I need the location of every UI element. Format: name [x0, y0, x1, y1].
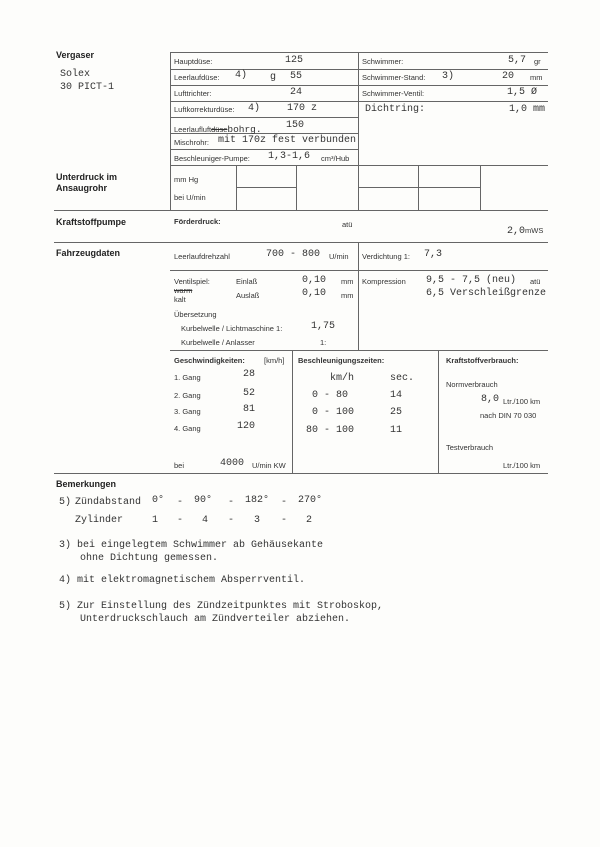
remark-5-line-2: Unterdruckschlauch am Zündverteiler abziehen.: [80, 614, 351, 625]
note-luftkorrektur: 4): [248, 103, 261, 114]
label-verdichtung: Verdichtung 1:: [362, 252, 410, 261]
firing-1: 0°: [152, 495, 165, 506]
value-auslass: 0,10: [302, 288, 327, 299]
unit-beschleuniger: cm³/Hub: [321, 154, 350, 163]
accel-col-kmh: km/h: [330, 373, 355, 384]
rule: [170, 165, 548, 166]
label-leerlaufluft-strike: düse: [211, 125, 228, 134]
label-hauptduese: Hauptdüse:: [174, 57, 213, 66]
label-schwimmer-ventil: Schwimmer-Ventil:: [362, 89, 425, 98]
speed-value-4: 120: [237, 421, 256, 432]
label-zylinder: Zylinder: [75, 515, 124, 526]
label-leerlaufdrehzahl: Leerlaufdrehzahl: [174, 252, 230, 261]
label-warm: warm: [174, 286, 193, 295]
label-kalt: kalt: [174, 295, 186, 304]
section-unterdruck: Unterdruck im Ansaugrohr: [56, 172, 118, 193]
rule: [296, 165, 297, 210]
firing-dash-2: -: [228, 497, 235, 508]
cyl-4: 2: [306, 515, 313, 526]
remark-3-line-1: 3) bei eingelegtem Schwimmer ab Gehäusekante: [59, 540, 324, 551]
label-kurbelwelle-anlasser: Kurbelwelle / Anlasser: [181, 338, 255, 347]
unit-schwimmer: gr: [534, 57, 541, 66]
value-leerlaufluft: 150: [286, 120, 305, 131]
value-foerderdruck-number: 2,0: [507, 226, 526, 237]
section-bemerkungen: Bemerkungen: [56, 479, 117, 489]
unit-testverbrauch: Ltr./100 km: [503, 461, 541, 470]
label-schwimmer-stand: Schwimmer-Stand:: [362, 73, 426, 82]
value-normverbrauch: 8,0: [481, 394, 500, 405]
unit-schwimmer-stand: mm: [530, 73, 543, 82]
unit-foerderdruck: atü: [342, 220, 353, 229]
label-uebersetzung: Übersetzung: [174, 310, 217, 319]
cyl-dash-1: -: [177, 515, 184, 526]
label-leerlaufluft-b: bohrg.: [227, 124, 262, 135]
accel-range-3: 80 - 100: [306, 425, 355, 436]
rule: [358, 187, 418, 188]
speed-value-3: 81: [243, 404, 256, 415]
label-beschleuniger: Beschleuniger-Pumpe:: [174, 154, 250, 163]
value-beschleuniger: 1,3-1,6: [268, 151, 311, 162]
value-dichtring: 1,0 mm: [509, 104, 546, 115]
rule: [170, 85, 548, 86]
label-din: nach DIN 70 030: [480, 411, 537, 420]
rule: [438, 350, 439, 473]
rule: [480, 165, 481, 210]
label-testverbrauch: Testverbrauch: [446, 443, 494, 452]
section-vergaser: Vergaser: [56, 50, 95, 60]
unit-auslass: mm: [341, 291, 354, 300]
value-schwimmer: 5,7: [508, 55, 527, 66]
firing-2: 90°: [194, 495, 213, 506]
accel-col-sec: sec.: [390, 373, 415, 384]
rule: [170, 69, 548, 70]
unit-geschwindigkeiten: [km/h]: [264, 356, 285, 365]
accel-sec-3: 11: [390, 425, 403, 436]
remark-3-line-2: ohne Dichtung gemessen.: [80, 553, 219, 564]
label-kurbelwelle-lichtmaschine: Kurbelwelle / Lichtmaschine 1:: [181, 324, 283, 333]
rule: [292, 350, 293, 473]
firing-3: 182°: [245, 495, 270, 506]
label-kurbelwelle-anlasser-ratio: 1:: [320, 338, 327, 347]
value-schwimmer-stand: 20: [502, 71, 515, 82]
label-bei-umin: bei U/min: [174, 193, 206, 202]
label-mm-hg: mm Hg: [174, 175, 199, 184]
speed-value-2: 52: [243, 388, 256, 399]
label-normverbrauch: Normverbrauch: [446, 380, 498, 389]
accel-sec-2: 25: [390, 407, 403, 418]
label-einlass: Einlaß: [236, 277, 258, 286]
carb-maker: Solex: [60, 69, 91, 80]
remark-5-line-1: 5) Zur Einstellung des Zündzeitpunktes mit Stroboskop,: [59, 601, 384, 612]
rule: [170, 149, 358, 150]
note-leerlaufduese: 4): [235, 70, 248, 81]
rule: [54, 242, 548, 243]
value-verschleissgrenze: 6,5 Verschleißgrenze: [426, 288, 547, 299]
value-rpm: 4000: [220, 458, 245, 469]
value-hauptduese: 125: [285, 55, 304, 66]
value-leerlaufduese: 55: [290, 71, 303, 82]
section-kraftstoffpumpe: Kraftstoffpumpe: [56, 217, 126, 227]
accel-range-2: 0 - 100: [312, 407, 355, 418]
firing-dash-1: -: [177, 497, 184, 508]
rule: [170, 165, 171, 210]
label-auslass: Auslaß: [236, 291, 260, 300]
label-ventilspiel: Ventilspiel:: [174, 277, 210, 286]
note-schwimmer-stand: 3): [442, 71, 455, 82]
label-kompression: Kompression: [362, 277, 406, 286]
value-kompression: 9,5 - 7,5 (neu): [426, 275, 517, 286]
value-foerderdruck: [507, 220, 543, 238]
label-leerlaufduese: Leerlaufdüse:: [174, 73, 220, 82]
value-verdichtung: 7,3: [424, 249, 443, 260]
remark-marker-5: 5): [59, 497, 72, 508]
firing-4: 270°: [298, 495, 323, 506]
label-kraftstoffverbrauch: Kraftstoffverbrauch:: [446, 356, 519, 365]
label-schwimmer: Schwimmer:: [362, 57, 404, 66]
rule: [170, 101, 548, 102]
speed-gang-1: 1. Gang: [174, 373, 201, 382]
unit-rpm: U/min KW: [252, 461, 286, 470]
value-kurbelwelle-lichtmaschine: 1,75: [311, 321, 336, 332]
unit-leerlaufdrehzahl: U/min: [329, 252, 349, 261]
cyl-dash-2: -: [228, 515, 235, 526]
unit-normverbrauch: Ltr./100 km: [503, 397, 541, 406]
rule: [54, 210, 548, 211]
label-bei: bei: [174, 461, 185, 470]
value-leerlaufdrehzahl: 700 - 800: [266, 249, 321, 260]
label-beschleunigungszeiten: Beschleunigungszeiten:: [298, 356, 385, 365]
rule: [170, 270, 548, 271]
value-foerderdruck-unit: mWS: [525, 226, 544, 235]
rule: [170, 52, 548, 53]
carb-model: 30 PICT-1: [60, 82, 115, 93]
speed-value-1: 28: [243, 369, 256, 380]
cyl-3: 3: [254, 515, 261, 526]
label-foerderdruck: Förderdruck:: [174, 217, 221, 226]
label-leerlaufluft-a: Leerlaufluft: [174, 125, 212, 134]
remark-4: 4) mit elektromagnetischem Absperrventil.: [59, 575, 306, 586]
value-schwimmer-ventil: 1,5 Ø: [507, 87, 538, 98]
accel-sec-1: 14: [390, 390, 403, 401]
rule: [358, 52, 359, 165]
rule: [418, 187, 480, 188]
unit-leerlaufduese: g: [270, 72, 277, 83]
rule: [170, 117, 358, 118]
label-zuendabstand: Zündabstand: [75, 497, 142, 508]
label-dichtring: Dichtring:: [365, 104, 426, 115]
cyl-2: 4: [202, 515, 209, 526]
cyl-1: 1: [152, 515, 159, 526]
firing-dash-3: -: [281, 497, 288, 508]
unit-einlass: mm: [341, 277, 354, 286]
label-luftkorrektur: Luftkorrekturdüse:: [174, 105, 235, 114]
label-mischrohr: Mischrohr:: [174, 138, 210, 147]
speed-gang-3: 3. Gang: [174, 407, 201, 416]
rule: [358, 242, 359, 350]
rule: [170, 52, 171, 165]
accel-range-1: 0 - 80: [312, 390, 349, 401]
value-einlass: 0,10: [302, 275, 327, 286]
value-mischrohr: mit 170z fest verbunden: [218, 135, 357, 146]
section-fahrzeugdaten: Fahrzeugdaten: [56, 248, 121, 258]
speed-gang-2: 2. Gang: [174, 391, 201, 400]
cyl-dash-3: -: [281, 515, 288, 526]
unit-kompression: atü: [530, 277, 541, 286]
value-luftkorrektur: 170 z: [287, 103, 318, 114]
rule: [170, 350, 548, 351]
speed-gang-4: 4. Gang: [174, 424, 201, 433]
label-geschwindigkeiten: Geschwindigkeiten:: [174, 356, 245, 365]
rule: [54, 473, 548, 474]
label-lufttrichter: Lufttrichter:: [174, 89, 212, 98]
value-lufttrichter: 24: [290, 87, 303, 98]
rule: [236, 187, 296, 188]
